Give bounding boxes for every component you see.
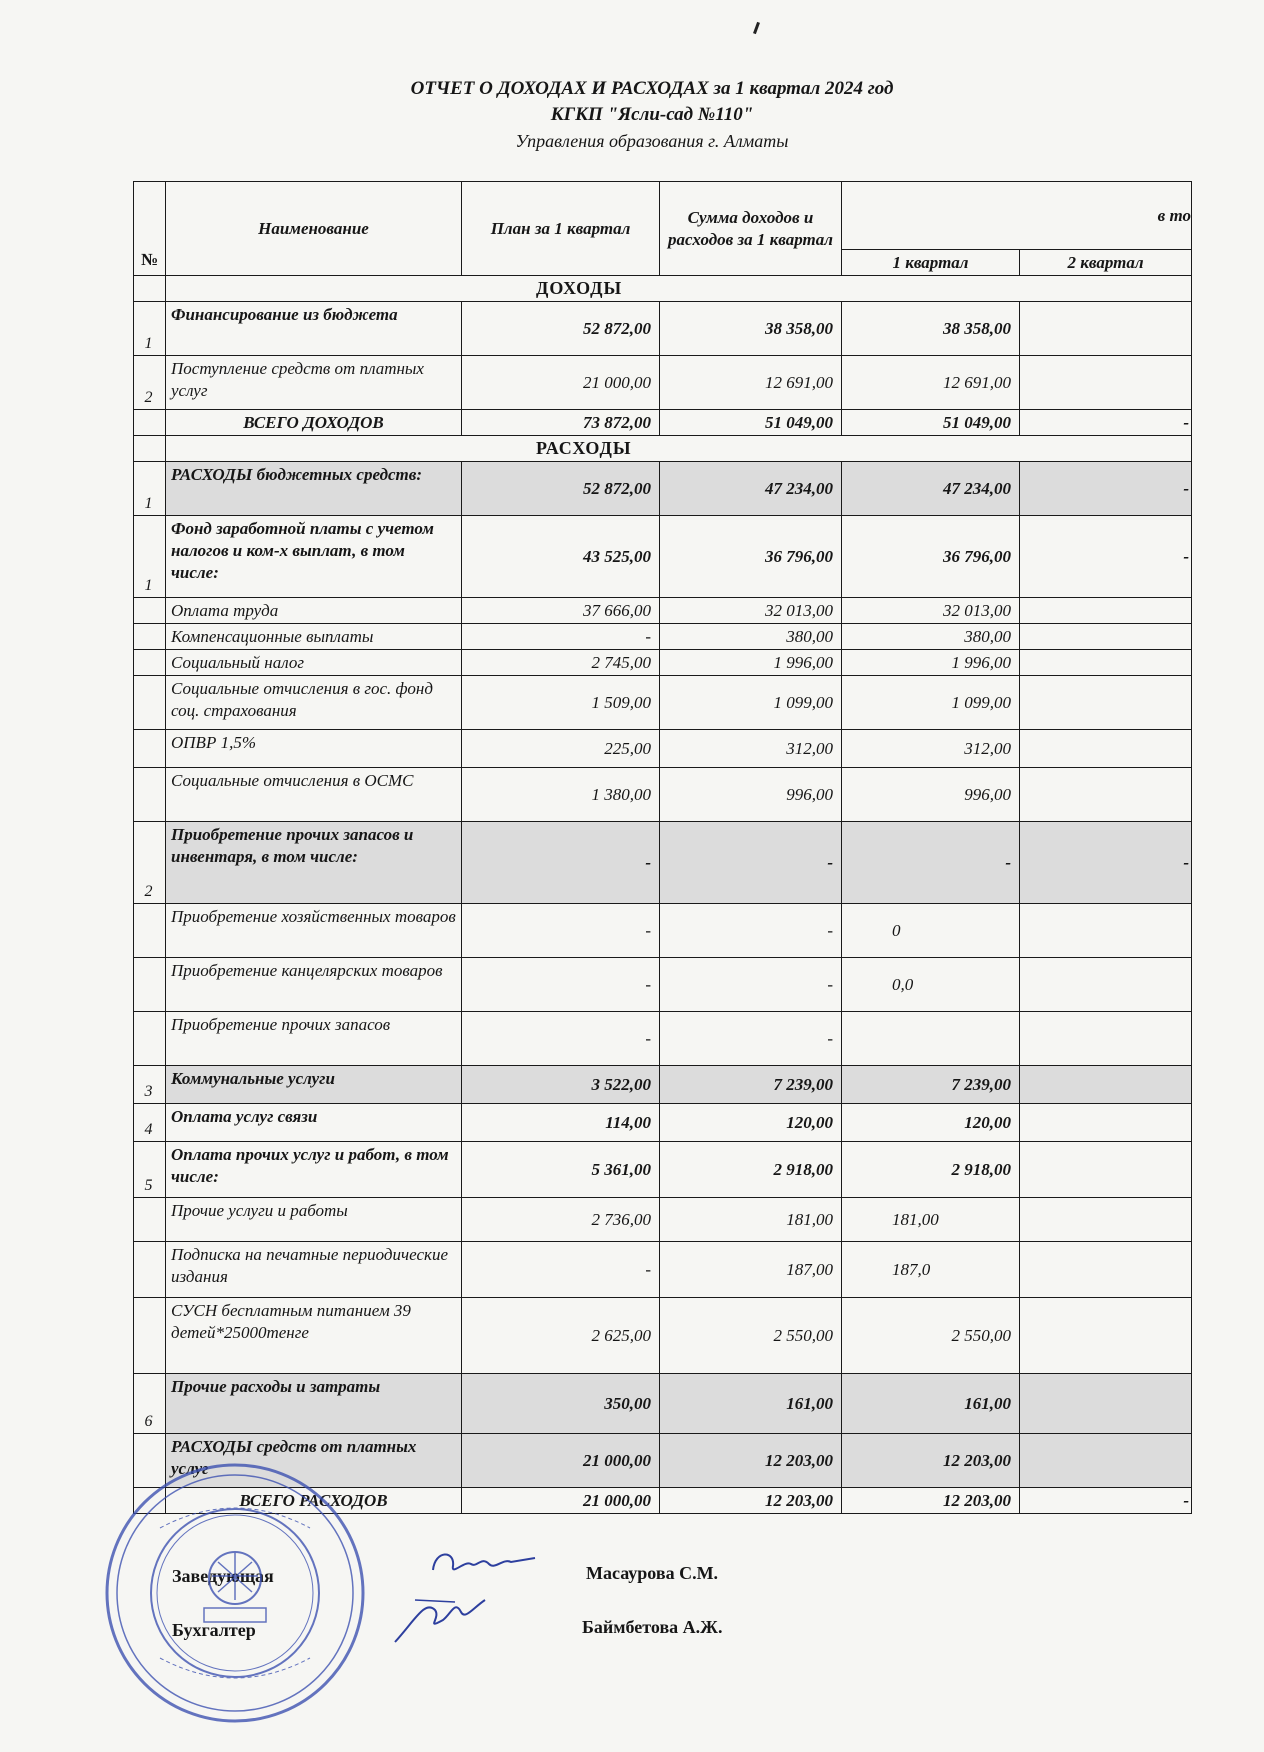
row-sum: 181,00 (660, 1198, 842, 1242)
row-q2 (1020, 1012, 1192, 1066)
row-name: Приобретение хозяйственных товаров (166, 904, 462, 958)
table-row (134, 904, 1192, 958)
row-q1: 36 796,00 (842, 516, 1020, 598)
column-group-header: в то (842, 182, 1192, 250)
row-sum: 312,00 (660, 730, 842, 768)
row-plan: 21 000,00 (462, 1488, 660, 1514)
row-plan: 52 872,00 (462, 302, 660, 356)
row-q1: 47 234,00 (842, 462, 1020, 516)
row-number (134, 410, 166, 436)
row-plan: 5 361,00 (462, 1142, 660, 1198)
row-number (134, 676, 166, 730)
row-q1: 181,00 (842, 1198, 1020, 1242)
row-name: Социальный налог (166, 650, 462, 676)
row-number: 2 (134, 356, 166, 410)
row-plan: - (462, 822, 660, 904)
row-plan: - (462, 904, 660, 958)
row-sum: 187,00 (660, 1242, 842, 1298)
row-number (134, 1198, 166, 1242)
table-row (134, 1374, 1192, 1434)
row-q1: 38 358,00 (842, 302, 1020, 356)
row-plan: 2 745,00 (462, 650, 660, 676)
row-number: 5 (134, 1142, 166, 1198)
table-row (134, 1242, 1192, 1298)
row-sum: 1 099,00 (660, 676, 842, 730)
row-plan: 1 509,00 (462, 676, 660, 730)
table-row (134, 1012, 1192, 1066)
row-sum: - (660, 904, 842, 958)
row-sum: - (660, 958, 842, 1012)
row-q2 (1020, 1066, 1192, 1104)
row-q1: 1 996,00 (842, 650, 1020, 676)
row-q2 (1020, 904, 1192, 958)
row-plan: 114,00 (462, 1104, 660, 1142)
row-number (134, 730, 166, 768)
column-no-header: № (134, 182, 166, 276)
row-plan: 225,00 (462, 730, 660, 768)
row-q2 (1020, 302, 1192, 356)
row-q1: 12 203,00 (842, 1488, 1020, 1514)
row-q1: 2 918,00 (842, 1142, 1020, 1198)
column-sum-header: Сумма доходов и расходов за 1 квартал (660, 182, 842, 276)
row-number: 2 (134, 822, 166, 904)
director-signature (425, 1540, 545, 1590)
row-sum: 120,00 (660, 1104, 842, 1142)
row-number (134, 650, 166, 676)
income-section-title: ДОХОДЫ (166, 276, 1192, 302)
row-number (134, 1012, 166, 1066)
accountant-signature (385, 1590, 495, 1650)
director-title: Заведующая (172, 1566, 274, 1586)
row-q2 (1020, 1142, 1192, 1198)
row-sum: 12 203,00 (660, 1434, 842, 1488)
row-plan: 21 000,00 (462, 1434, 660, 1488)
table-row (134, 302, 1192, 356)
row-q1: 12 691,00 (842, 356, 1020, 410)
accountant-name: Баймбетова А.Ж. (582, 1617, 723, 1637)
row-name: ВСЕГО РАСХОДОВ (166, 1488, 462, 1514)
row-plan: 37 666,00 (462, 598, 660, 624)
row-q2 (1020, 1374, 1192, 1434)
row-number: 3 (134, 1066, 166, 1104)
row-name: Поступление средств от платных услуг (166, 356, 462, 410)
row-plan: - (462, 958, 660, 1012)
row-q2: - (1020, 1488, 1192, 1514)
organization-name: КГКП "Ясли-сад №110" (550, 104, 754, 125)
row-sum: 36 796,00 (660, 516, 842, 598)
row-q1: 312,00 (842, 730, 1020, 768)
row-name: Оплата прочих услуг и работ, в том числе: (166, 1142, 462, 1198)
row-q2 (1020, 650, 1192, 676)
row-plan: 3 522,00 (462, 1066, 660, 1104)
row-q1: 0,0 (842, 958, 1020, 1012)
expense-section-row (134, 436, 1192, 462)
row-q2 (1020, 1104, 1192, 1142)
row-sum: 996,00 (660, 768, 842, 822)
row-q2 (1020, 356, 1192, 410)
row-name: РАСХОДЫ средств от платных услуг (166, 1434, 462, 1488)
row-name: ОПВР 1,5% (166, 730, 462, 768)
row-name: СУСН бесплатным питанием 39 детей*25000тенге (166, 1298, 462, 1374)
row-sum: 2 918,00 (660, 1142, 842, 1198)
row-sum: - (660, 1012, 842, 1066)
row-q1 (842, 1012, 1020, 1066)
row-sum: 161,00 (660, 1374, 842, 1434)
row-number (134, 904, 166, 958)
row-q1: - (842, 822, 1020, 904)
table-row (134, 768, 1192, 822)
column-q2-header: 2 квартал (1020, 250, 1192, 276)
income-section-row (134, 276, 1192, 302)
table-row (134, 958, 1192, 1012)
row-name: Подписка на печатные периодические издания (166, 1242, 462, 1298)
table-row (134, 730, 1192, 768)
table-row (134, 410, 1192, 436)
table-row (134, 676, 1192, 730)
row-plan: 2 625,00 (462, 1298, 660, 1374)
row-plan: 2 736,00 (462, 1198, 660, 1242)
row-sum: 1 996,00 (660, 650, 842, 676)
row-q2 (1020, 1298, 1192, 1374)
row-plan: 1 380,00 (462, 768, 660, 822)
row-plan: - (462, 1242, 660, 1298)
report-table (133, 181, 1192, 1514)
row-number: 1 (134, 462, 166, 516)
table-row (134, 516, 1192, 598)
row-plan: - (462, 1012, 660, 1066)
row-name: Компенсационные выплаты (166, 624, 462, 650)
row-q2: - (1020, 822, 1192, 904)
official-stamp (100, 1458, 370, 1728)
row-q2 (1020, 1198, 1192, 1242)
row-sum: 7 239,00 (660, 1066, 842, 1104)
row-sum: 12 203,00 (660, 1488, 842, 1514)
row-plan: 73 872,00 (462, 410, 660, 436)
table-row (134, 624, 1192, 650)
row-plan: - (462, 624, 660, 650)
row-q2 (1020, 676, 1192, 730)
row-plan: 43 525,00 (462, 516, 660, 598)
row-q1: 12 203,00 (842, 1434, 1020, 1488)
table-row (134, 1142, 1192, 1198)
row-number: 4 (134, 1104, 166, 1142)
row-number (134, 436, 166, 462)
row-name: Приобретение прочих запасов (166, 1012, 462, 1066)
row-number (134, 1298, 166, 1374)
row-name: Социальные отчисления в ОСМС (166, 768, 462, 822)
row-number: 1 (134, 302, 166, 356)
row-number (134, 624, 166, 650)
row-plan: 350,00 (462, 1374, 660, 1434)
row-number: 6 (134, 1374, 166, 1434)
row-number (134, 1242, 166, 1298)
row-sum: 2 550,00 (660, 1298, 842, 1374)
row-sum: - (660, 822, 842, 904)
row-name: Прочие услуги и работы (166, 1198, 462, 1242)
row-q2 (1020, 768, 1192, 822)
department-name: Управления образования г. Алматы (515, 131, 789, 151)
scan-mark (753, 22, 760, 34)
row-q1: 1 099,00 (842, 676, 1020, 730)
table-row (134, 356, 1192, 410)
row-q2: - (1020, 462, 1192, 516)
report-title: ОТЧЕТ О ДОХОДАХ И РАСХОДАХ за 1 квартал 2024 год (410, 78, 894, 99)
row-q1: 7 239,00 (842, 1066, 1020, 1104)
row-q2: - (1020, 410, 1192, 436)
row-number (134, 768, 166, 822)
row-sum: 32 013,00 (660, 598, 842, 624)
row-number: 1 (134, 516, 166, 598)
row-q2 (1020, 1434, 1192, 1488)
column-name-header: Наименование (166, 182, 462, 276)
director-name: Масаурова С.М. (586, 1563, 719, 1583)
row-q2 (1020, 624, 1192, 650)
row-q2 (1020, 598, 1192, 624)
row-plan: 21 000,00 (462, 356, 660, 410)
row-q1: 2 550,00 (842, 1298, 1020, 1374)
table-row (134, 1198, 1192, 1242)
row-name: Приобретение прочих запасов и инвентаря, в том числе: (166, 822, 462, 904)
row-sum: 47 234,00 (660, 462, 842, 516)
accountant-title: Бухгалтер (172, 1620, 256, 1640)
row-q1: 996,00 (842, 768, 1020, 822)
table-row (134, 822, 1192, 904)
row-q1: 0 (842, 904, 1020, 958)
row-q1: 187,0 (842, 1242, 1020, 1298)
row-plan: 52 872,00 (462, 462, 660, 516)
row-q2: - (1020, 516, 1192, 598)
row-name: Прочие расходы и затраты (166, 1374, 462, 1434)
row-q1: 120,00 (842, 1104, 1020, 1142)
row-q1: 51 049,00 (842, 410, 1020, 436)
row-name: Приобретение канцелярских товаров (166, 958, 462, 1012)
column-q1-header: 1 квартал (842, 250, 1020, 276)
row-name: Оплата услуг связи (166, 1104, 462, 1142)
row-name: Социальные отчисления в гос. фонд соц. страхования (166, 676, 462, 730)
table-row (134, 1066, 1192, 1104)
row-name: РАСХОДЫ бюджетных средств: (166, 462, 462, 516)
row-name: ВСЕГО ДОХОДОВ (166, 410, 462, 436)
row-number (134, 598, 166, 624)
row-q2 (1020, 730, 1192, 768)
row-q2 (1020, 1242, 1192, 1298)
row-sum: 51 049,00 (660, 410, 842, 436)
table-row (134, 462, 1192, 516)
column-plan-header: План за 1 квартал (462, 182, 660, 276)
row-name: Финансирование из бюджета (166, 302, 462, 356)
expense-section-title: РАСХОДЫ (166, 436, 1192, 462)
table-row (134, 598, 1192, 624)
row-q1: 32 013,00 (842, 598, 1020, 624)
row-sum: 12 691,00 (660, 356, 842, 410)
table-row (134, 1104, 1192, 1142)
row-sum: 380,00 (660, 624, 842, 650)
row-q1: 380,00 (842, 624, 1020, 650)
row-sum: 38 358,00 (660, 302, 842, 356)
row-number (134, 276, 166, 302)
row-name: Коммунальные услуги (166, 1066, 462, 1104)
row-q1: 161,00 (842, 1374, 1020, 1434)
table-row (134, 650, 1192, 676)
row-name: Фонд заработной платы с учетом налогов и ком-х выплат, в том числе: (166, 516, 462, 598)
row-name: Оплата труда (166, 598, 462, 624)
row-q2 (1020, 958, 1192, 1012)
table-row (134, 1298, 1192, 1374)
row-number (134, 958, 166, 1012)
